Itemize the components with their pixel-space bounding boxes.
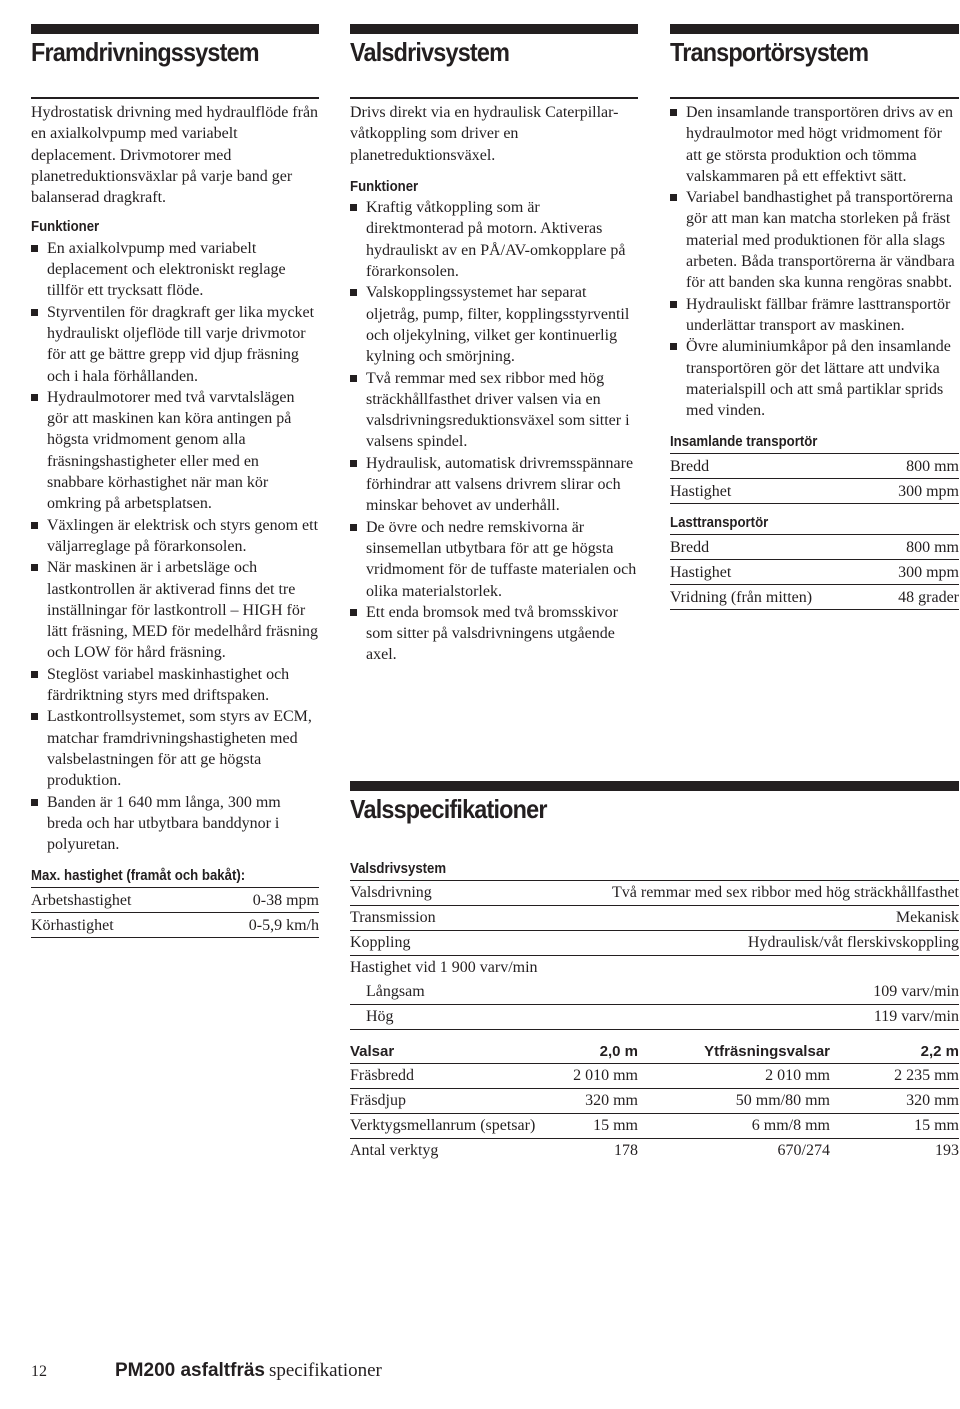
- row-label: Fräsdjup: [350, 1089, 570, 1114]
- list-item: En axialkolvpump med variabelt deplacement och elektroniskt reglage tillför ett trycksatt flöde.: [31, 238, 319, 302]
- row-label: Bredd: [670, 535, 872, 560]
- collecting-conveyor-table: [670, 453, 959, 504]
- table-row: [670, 560, 959, 585]
- row-value: 119 varv/min: [564, 1005, 959, 1030]
- row-value: 300 mpm: [815, 479, 959, 504]
- column-header: Valsar: [350, 1039, 570, 1064]
- max-speed-heading: Max. hastighet (framåt och bakåt):: [31, 867, 246, 885]
- row-value: 48 grader: [872, 585, 959, 610]
- loading-conveyor-table: [670, 534, 959, 610]
- section-body: [31, 102, 319, 938]
- row-label: Antal verktyg: [350, 1142, 439, 1159]
- column-header: 2,2 m: [830, 1039, 959, 1064]
- list-item: Steglöst variabel maskinhastighet och färdriktning styrs med driftspaken.: [31, 664, 319, 707]
- list-item: Hydrauliskt fällbar främre lasttransportör underlättar transport av maskinen.: [670, 294, 959, 337]
- list-item: Den insamlande transportören drivs av en hydraulmotor med högt vridmoment för att ge största produktion och tömma valskammaren på ett effektivt sätt.: [670, 102, 959, 187]
- row-value: 300 mpm: [872, 560, 959, 585]
- row-label: Hög: [350, 1005, 564, 1030]
- table-row: [670, 479, 959, 504]
- row-label: Bredd: [670, 454, 815, 479]
- roll-drive-heading: Valsdrivsystem: [350, 860, 447, 877]
- feature-list: [31, 238, 319, 856]
- section-rule: [350, 97, 638, 99]
- row-label: Koppling: [350, 931, 564, 956]
- row-value: Två remmar med sex ribbor med hög sträckhållfasthet: [564, 881, 959, 906]
- row-value: 320 mm: [570, 1089, 638, 1114]
- row-value: 0-38 mpm: [200, 888, 319, 913]
- section-body: [350, 102, 638, 666]
- row-value: 800 mm: [815, 454, 959, 479]
- table-row: [670, 535, 959, 560]
- row-label: Långsam: [350, 980, 564, 1005]
- features-heading: Funktioner: [350, 177, 419, 195]
- row-value: [564, 956, 959, 981]
- table-row: [350, 906, 959, 931]
- list-item: Övre aluminiumkåpor på den insamlande transportören gör det lättare att undvika materialspill och att små partiklar sprids med vinden.: [670, 336, 959, 421]
- row-value: 15 mm: [830, 1114, 959, 1139]
- section-bar: [350, 24, 638, 34]
- row-label: Transmission: [350, 906, 564, 931]
- table-row: [350, 1139, 959, 1164]
- footer-model: PM200 asfaltfräs: [115, 1360, 265, 1381]
- row-label: Valsdrivning: [350, 881, 564, 906]
- roll-drive-table: [350, 880, 959, 1030]
- row-value: 800 mm: [872, 535, 959, 560]
- row-label: Fräsbredd: [350, 1064, 570, 1089]
- column-header: 2,0 m: [570, 1039, 638, 1064]
- row-value: Hydraulisk/våt flerskivskoppling: [564, 931, 959, 956]
- speed-table: [31, 887, 319, 938]
- table-header-row: [350, 1039, 959, 1064]
- table-row: [350, 1064, 959, 1089]
- list-item: Hydraulisk, automatisk drivremsspännare förhindrar att valsens drivrem slirar och minskar behovet av underhåll.: [350, 453, 638, 517]
- section-rule: [31, 97, 319, 99]
- table-row: [31, 888, 319, 913]
- row-value: 320 mm: [830, 1089, 959, 1114]
- list-item: Banden är 1 640 mm långa, 300 mm breda och har utbytbara banddynor i polyuretan.: [31, 792, 319, 856]
- row-value: 2 010 mm: [638, 1064, 830, 1089]
- table-row: [350, 980, 959, 1005]
- table-row: [350, 931, 959, 956]
- row-value: Mekanisk: [564, 906, 959, 931]
- table-row: [350, 1114, 959, 1139]
- feature-list: [670, 102, 959, 421]
- row-label: Verktygsmellanrum (spetsar): [350, 1114, 570, 1139]
- section-bar: [31, 24, 319, 34]
- section-title: Transportörsystem: [670, 37, 869, 67]
- intro-text: Hydrostatisk drivning med hydraulflöde från en axialkolvpump med variabelt deplacement. Drivmotorer med planetreduktionsväxlar på varje band ger balanserad dragkraft.: [31, 104, 319, 207]
- section-bar: [350, 781, 959, 791]
- row-value: 193: [935, 1142, 959, 1159]
- footer-label: specifikationer: [268, 1360, 382, 1381]
- list-item: Styrventilen för dragkraft ger lika mycket hydrauliskt oljeflöde till varje drivmotor för att ge bättre grepp vid djup fräsning och i hala förhållanden.: [31, 302, 319, 387]
- column-header: Ytfräsningsvalsar: [638, 1039, 830, 1064]
- section-body: [670, 102, 959, 610]
- list-item: Ett enda bromsok med två bromsskivor som sitter på valsdrivningens utgående axel.: [350, 602, 638, 666]
- row-label: Körhastighet: [31, 913, 200, 938]
- row-value: 6 mm/8 mm: [638, 1114, 830, 1139]
- table-row: [31, 913, 319, 938]
- row-label: Hastighet: [670, 479, 815, 504]
- intro-text: Drivs direkt via en hydraulisk Caterpillar-våtkoppling som driver en planetreduktionsväxel.: [350, 104, 619, 164]
- section-rule: [670, 97, 959, 99]
- section-title: Valsspecifikationer: [350, 794, 547, 824]
- section-title: Framdrivningssystem: [31, 37, 259, 67]
- row-value: 109 varv/min: [564, 980, 959, 1005]
- page-footer: [31, 1359, 382, 1384]
- section-bar: [670, 24, 959, 34]
- list-item: De övre och nedre remskivorna är sinsemellan utbytbara för att ge högsta vridmoment för de tuffaste materialen och olika materialstorlek.: [350, 517, 638, 602]
- row-label: Hastighet vid 1 900 varv/min: [350, 959, 538, 976]
- table-row: [670, 454, 959, 479]
- row-value: 50 mm/80 mm: [638, 1089, 830, 1114]
- row-value: 2 235 mm: [830, 1064, 959, 1089]
- roll-drive-spec: [350, 858, 959, 1030]
- list-item: Lastkontrollsystemet, som styrs av ECM, matchar framdrivningshastigheten med valsbelastningen för att ge högsta produktion.: [31, 706, 319, 791]
- list-item: Växlingen är elektrisk och styrs genom ett väljarreglage på förarkonsolen.: [31, 515, 319, 558]
- table-row: [350, 881, 959, 906]
- page-number: 12: [31, 1363, 47, 1380]
- loading-conveyor-heading: Lasttransportör: [670, 514, 769, 532]
- table-row: [350, 956, 959, 981]
- row-label: Vridning (från mitten): [670, 585, 872, 610]
- row-value: 670/274: [777, 1142, 830, 1159]
- row-value: 178: [614, 1142, 638, 1159]
- table-row: [350, 1089, 959, 1114]
- list-item: När maskinen är i arbetsläge och lastkontrollen är aktiverad finns det tre inställningar för lastkontroll – HIGH för lätt fräsning, MED för medelhård fräsning och LOW för hård fräsning.: [31, 557, 319, 663]
- row-label: Arbetshastighet: [31, 888, 200, 913]
- list-item: Valskopplingssystemet har separat oljetråg, pump, filter, kopplingsstyrventil och oljekylning, vilket ger kontinuerlig kylning och smörjning.: [350, 282, 638, 367]
- rolls-table: [350, 1039, 959, 1163]
- section-title: Valsdrivsystem: [350, 37, 510, 67]
- table-row: [670, 585, 959, 610]
- row-label: Hastighet: [670, 560, 872, 585]
- row-value: 0-5,9 km/h: [200, 913, 319, 938]
- collecting-conveyor-heading: Insamlande transportör: [670, 433, 818, 451]
- row-value: 15 mm: [570, 1114, 638, 1139]
- feature-list: [350, 197, 638, 666]
- list-item: Två remmar med sex ribbor med hög sträckhållfasthet driver valsen via en valsdrivningsreduktionsväxel som sitter i valsens spindel.: [350, 368, 638, 453]
- table-row: [350, 1005, 959, 1030]
- list-item: Hydraulmotorer med två varvtalslägen gör att maskinen kan köra antingen på högsta vridmoment genom alla fräsningshastigheter eller med en snabbare körhastighet när man kör omkring på arbetsplatsen.: [31, 387, 319, 515]
- list-item: Variabel bandhastighet på transportörerna gör att man kan matcha storleken på fräst material med produktionen för alla slags arbeten. Båda transportörerna är vändbara för att banden ska kunna rengöras snabbt.: [670, 187, 959, 293]
- list-item: Kraftig våtkoppling som är direktmonterad på motorn. Aktiveras hydrauliskt av en PÅ/AV-omkopplare på förarkonsolen.: [350, 197, 638, 282]
- row-value: 2 010 mm: [570, 1064, 638, 1089]
- features-heading: Funktioner: [31, 218, 100, 236]
- rolls-spec: [350, 1039, 959, 1163]
